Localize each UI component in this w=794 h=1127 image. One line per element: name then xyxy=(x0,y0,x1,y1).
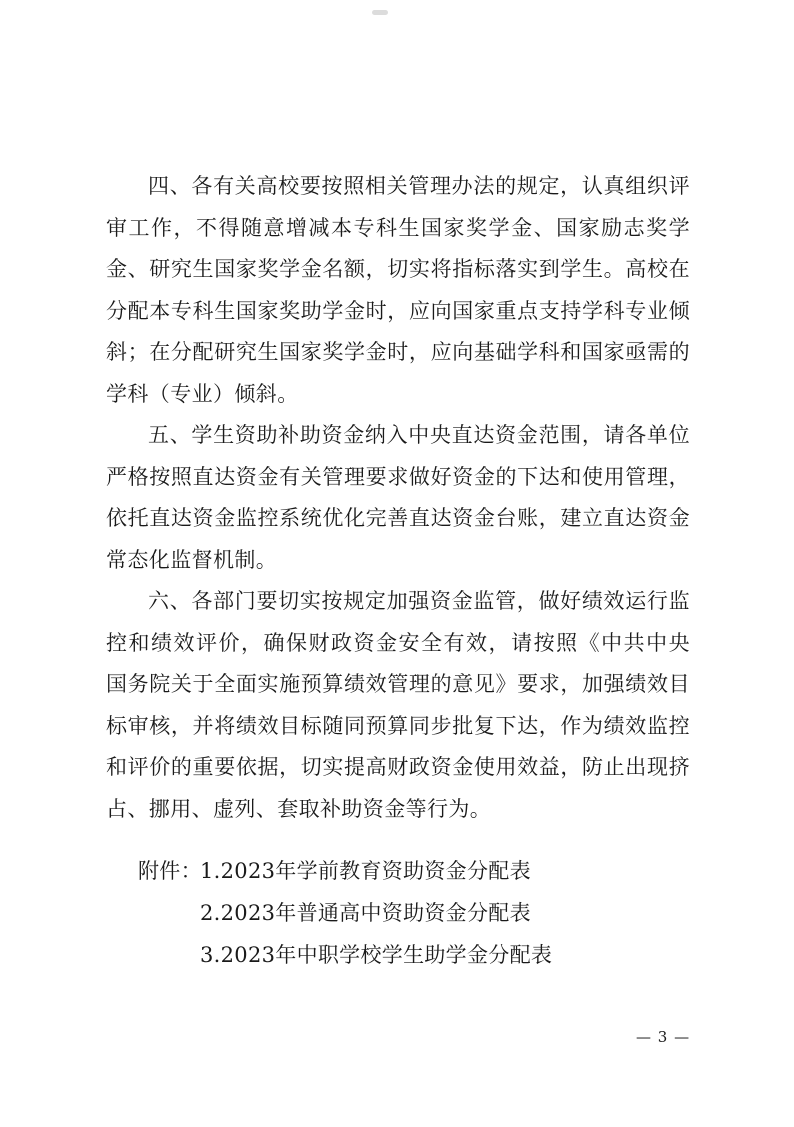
attachments-label: 附件： xyxy=(138,859,202,883)
attachments-section xyxy=(138,850,552,976)
paragraph-4: 四、各有关高校要按照相关管理办法的规定，认真组织评审工作，不得随意增减本专科生国家奖学金、国家励志奖学金、研究生国家奖学金名额，切实将指标落实到学生。高校在分配本专科生国家奖助学金时，应向国家重点支持学科专业倾斜；在分配研究生国家奖学金时，应向基础学科和国家亟需的学科（专业）倾斜。 xyxy=(106,174,690,406)
attachment-row xyxy=(138,850,552,892)
attachment-item-2: 2.2023年普通高中资助资金分配表 xyxy=(200,901,531,925)
paragraph-6: 六、各部门要切实按规定加强资金监管，做好绩效运行监控和绩效评价，确保财政资金安全有效，请按照《中共中央 国务院关于全面实施预算绩效管理的意见》要求，加强绩效目标审核，并将绩效目标随同预算同步批复下达，作为绩效监控和评价的重要依据，切实提高财政资金使用效益，防止出现挤占、挪用、虚列、套取补助资金等行为。 xyxy=(106,589,690,821)
attachment-row xyxy=(138,934,552,976)
page-number: — 3 — xyxy=(636,1028,691,1046)
paragraph-5: 五、学生资助补助资金纳入中央直达资金范围，请各单位严格按照直达资金有关管理要求做好资金的下达和使用管理，依托直达资金监控系统优化完善直达资金台账，建立直达资金常态化监督机制。 xyxy=(106,423,690,572)
scan-mark xyxy=(372,10,388,15)
body-text xyxy=(106,166,690,830)
attachment-item-3: 3.2023年中职学校学生助学金分配表 xyxy=(200,943,553,967)
attachment-row xyxy=(138,892,552,934)
attachment-item-1: 1.2023年学前教育资助资金分配表 xyxy=(200,859,531,883)
